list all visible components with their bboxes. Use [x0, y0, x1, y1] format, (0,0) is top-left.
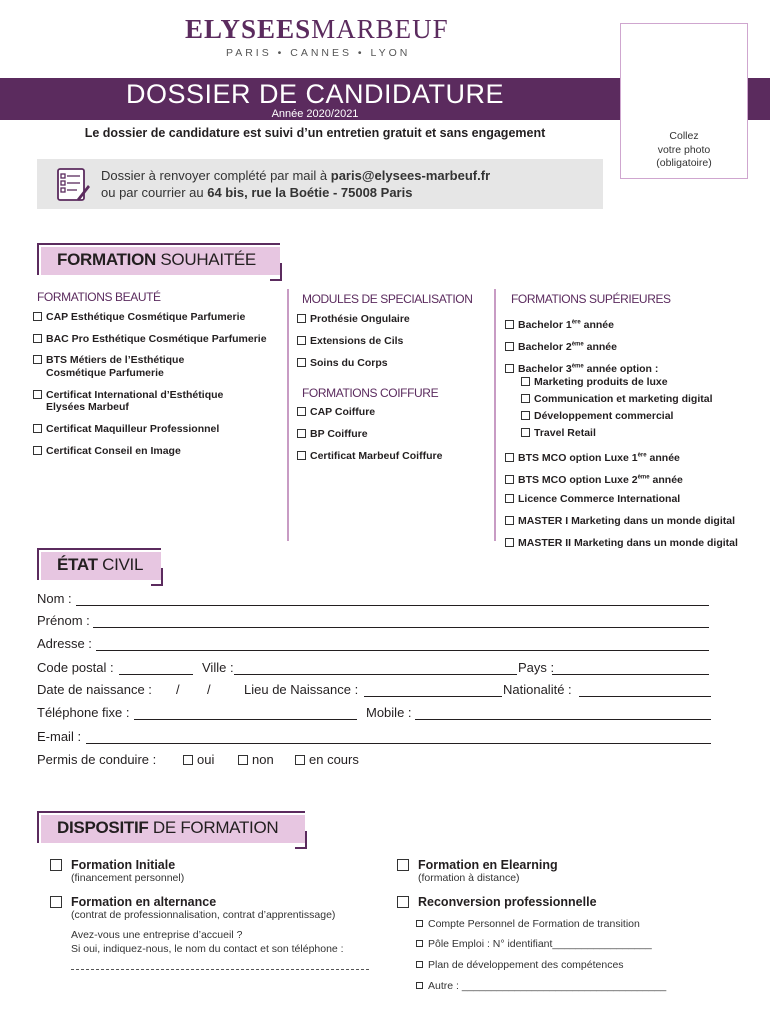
- option-soins-corps[interactable]: [297, 357, 388, 370]
- formation-elearning-sub: (formation à distance): [418, 872, 520, 884]
- mobile-field[interactable]: [415, 719, 711, 720]
- option-bts-mco-2[interactable]: [505, 471, 683, 487]
- option-label: Bachelor 2ème année: [518, 340, 617, 353]
- lieu-naissance-field[interactable]: [364, 696, 502, 697]
- option-bachelor-3[interactable]: [505, 360, 658, 376]
- photo-text-line: (obligatoire): [656, 157, 712, 169]
- checkbox[interactable]: [505, 453, 514, 462]
- reconversion-plan[interactable]: [416, 959, 624, 971]
- entreprise-question: Avez-vous une entreprise d’accueil ?: [71, 929, 243, 941]
- nom-label: Nom :: [37, 591, 72, 606]
- column-divider: [287, 289, 289, 541]
- option-conseil-image[interactable]: [33, 445, 181, 458]
- lieu-naissance-label: Lieu de Naissance :: [244, 682, 359, 697]
- email-field[interactable]: [86, 743, 711, 744]
- brand-logo: [185, 14, 449, 45]
- email-label: E-mail :: [37, 729, 82, 744]
- option-label: Pôle Emploi : N° identifiant_________________: [428, 938, 652, 950]
- checkbox[interactable]: [505, 538, 514, 547]
- reconversion-pole-emploi[interactable]: [416, 938, 652, 950]
- checkbox[interactable]: [521, 377, 530, 386]
- option-label: Certificat Conseil en Image: [46, 445, 181, 457]
- option-label: Autre : ___________________________________: [428, 980, 667, 992]
- nationalite-field[interactable]: [579, 696, 711, 697]
- option-label: Licence Commerce International: [518, 493, 681, 505]
- photo-text-line: votre photo: [657, 143, 711, 156]
- option-label: Marketing produits de luxe: [534, 376, 668, 388]
- reconversion-cpf[interactable]: [416, 918, 640, 930]
- dispositif-heading-rest: DE FORMATION: [148, 818, 279, 837]
- reconversion-autre[interactable]: [416, 980, 666, 992]
- checkbox[interactable]: [33, 334, 42, 343]
- checkbox[interactable]: [416, 961, 423, 968]
- form-checklist-icon: [55, 165, 91, 203]
- option-label: non: [252, 752, 274, 767]
- checkbox[interactable]: [297, 336, 306, 345]
- option-label: Soins du Corps: [310, 357, 388, 369]
- postal-address: 64 bis, rue la Boétie - 75008 Paris: [207, 185, 413, 200]
- checkbox[interactable]: [505, 475, 514, 484]
- contact-field[interactable]: [71, 969, 369, 970]
- code-postal-label: Code postal :: [37, 660, 114, 675]
- formation-alternance-sub: (contrat de professionnalisation, contrat d’apprentissage): [71, 909, 336, 921]
- reconversion-title: Reconversion professionnelle: [418, 895, 597, 909]
- option-label: BTS Métiers de l’Esthétique: [46, 354, 185, 366]
- formation-heading-bold: FORMATION: [57, 250, 156, 269]
- dispositif-heading-bold: DISPOSITIF: [57, 818, 149, 837]
- option-label: Bachelor 3ème année option :: [518, 362, 659, 375]
- option-maquilleur[interactable]: [33, 423, 219, 436]
- option-label: Prothésie Ongulaire: [310, 313, 410, 325]
- checkbox[interactable]: [238, 755, 248, 765]
- formation-initiale-sub: (financement personnel): [71, 872, 185, 884]
- coiffure-title: FORMATIONS COIFFURE: [302, 386, 439, 400]
- permis-non[interactable]: [238, 752, 274, 767]
- option-label: BP Coiffure: [310, 428, 368, 440]
- checkbox[interactable]: [183, 755, 193, 765]
- checkbox[interactable]: [33, 312, 42, 321]
- checkbox[interactable]: [297, 407, 306, 416]
- option-label: en cours: [309, 752, 359, 767]
- pays-field[interactable]: [552, 674, 709, 675]
- checkbox[interactable]: [33, 424, 42, 433]
- option-label: Bachelor 1ère année: [518, 318, 614, 331]
- checkbox[interactable]: [297, 451, 306, 460]
- modules-title: MODULES DE SPECIALISATION: [302, 292, 473, 306]
- option-bts-esthetique[interactable]: [33, 354, 184, 367]
- option-label: Communication et marketing digital: [534, 393, 713, 405]
- contact-email-link[interactable]: paris@elysees-marbeuf.fr: [330, 168, 491, 183]
- checkbox[interactable]: [505, 364, 514, 373]
- option-bachelor-1[interactable]: [505, 316, 614, 332]
- option-bp-coiffure[interactable]: [297, 428, 368, 441]
- reconversion-checkbox[interactable]: [397, 896, 409, 908]
- etat-civil-heading-rest: CIVIL: [97, 555, 144, 574]
- option-developpement-commercial[interactable]: [521, 410, 673, 423]
- ville-field[interactable]: [234, 674, 517, 675]
- option-label-cont: Cosmétique Parfumerie: [46, 367, 164, 379]
- option-cap-coiffure[interactable]: [297, 406, 375, 419]
- info-line-mail: [101, 168, 490, 183]
- adresse-field[interactable]: [96, 650, 709, 651]
- option-bachelor-2[interactable]: [505, 338, 617, 354]
- checkbox[interactable]: [297, 358, 306, 367]
- beaute-title: FORMATIONS BEAUTÉ: [37, 290, 161, 304]
- option-label: Certificat Marbeuf Coiffure: [310, 450, 443, 462]
- option-marketing-luxe[interactable]: [521, 376, 668, 389]
- date-naissance-label: Date de naissance :: [37, 682, 152, 697]
- formation-elearning-title: Formation en Elearning: [418, 858, 558, 872]
- option-certif-coiffure[interactable]: [297, 450, 442, 463]
- option-label: Compte Personnel de Formation de transition: [428, 918, 640, 930]
- checkbox[interactable]: [505, 342, 514, 351]
- logo-light: MARBEUF: [311, 14, 449, 44]
- option-label: MASTER II Marketing dans un monde digital: [518, 537, 738, 549]
- option-label: oui: [197, 752, 215, 767]
- logo-bold: ELYSEES: [185, 14, 312, 44]
- photo-instructions: [620, 130, 748, 171]
- school-year: Année 2020/2021: [271, 108, 359, 120]
- telephone-fixe-label: Téléphone fixe :: [37, 705, 130, 720]
- checkbox[interactable]: [416, 920, 423, 927]
- info-mail-prefix: Dossier à renvoyer complété par mail à: [101, 168, 331, 183]
- checkbox[interactable]: [33, 446, 42, 455]
- etat-civil-heading: [37, 548, 161, 580]
- option-label: MASTER I Marketing dans un monde digital: [518, 515, 736, 527]
- option-label: CAP Esthétique Cosmétique Parfumerie: [46, 311, 246, 323]
- info-line-post: [101, 185, 412, 200]
- permis-label: Permis de conduire :: [37, 752, 157, 767]
- contact-question: Si oui, indiquez-nous, le nom du contact et son téléphone :: [71, 943, 344, 955]
- permis-oui[interactable]: [183, 752, 214, 767]
- option-label: Certificat Maquilleur Professionnel: [46, 423, 220, 435]
- formation-heading-rest: SOUHAITÉE: [155, 250, 256, 269]
- code-postal-field[interactable]: [119, 674, 193, 675]
- prenom-label: Prénom :: [37, 613, 90, 628]
- option-label: BTS MCO option Luxe 2ème année: [518, 473, 683, 486]
- nationalite-label: Nationalité :: [503, 682, 572, 697]
- option-travel-retail[interactable]: [521, 427, 596, 440]
- page-title: DOSSIER DE CANDIDATURE: [125, 79, 505, 109]
- option-master-2[interactable]: [505, 537, 738, 550]
- option-bts-mco-1[interactable]: [505, 449, 680, 465]
- option-label: Certificat International d’Esthétique: [46, 389, 224, 401]
- checkbox[interactable]: [505, 516, 514, 525]
- checkbox[interactable]: [505, 494, 514, 503]
- option-bac-pro[interactable]: [33, 333, 267, 346]
- etat-civil-heading-bold: ÉTAT: [57, 555, 98, 574]
- formation-elearning-checkbox[interactable]: [397, 859, 409, 871]
- checkbox[interactable]: [521, 394, 530, 403]
- checkbox[interactable]: [297, 314, 306, 323]
- logo-cities: PARIS • CANNES • LYON: [226, 47, 411, 59]
- checkbox[interactable]: [297, 429, 306, 438]
- option-label: Travel Retail: [534, 427, 596, 439]
- dispositif-heading: [37, 811, 305, 843]
- option-communication-digital[interactable]: [521, 393, 713, 406]
- option-prothesie[interactable]: [297, 313, 410, 326]
- checkbox[interactable]: [295, 755, 305, 765]
- checkbox[interactable]: [521, 411, 530, 420]
- option-label-cont: Elysées Marbeuf: [46, 401, 129, 413]
- instructions-box: [37, 159, 603, 209]
- formation-alternance-title: Formation en alternance: [71, 895, 217, 909]
- option-label: Plan de développement des compétences: [428, 959, 624, 971]
- subtitle: Le dossier de candidature est suivi d’un entretien gratuit et sans engagement: [84, 126, 546, 140]
- option-master-1[interactable]: [505, 515, 735, 528]
- ville-label: Ville :: [202, 660, 234, 675]
- checkbox[interactable]: [416, 982, 423, 989]
- option-label: BAC Pro Esthétique Cosmétique Parfumerie: [46, 333, 267, 345]
- column-divider: [494, 289, 496, 541]
- permis-en-cours[interactable]: [295, 752, 359, 767]
- checkbox[interactable]: [33, 355, 42, 364]
- formation-initiale-checkbox[interactable]: [50, 859, 62, 871]
- option-label: CAP Coiffure: [310, 406, 376, 418]
- checkbox[interactable]: [33, 390, 42, 399]
- option-extensions-cils[interactable]: [297, 335, 403, 348]
- adresse-label: Adresse :: [37, 636, 92, 651]
- mobile-label: Mobile :: [366, 705, 412, 720]
- superieures-title: FORMATIONS SUPÉRIEURES: [511, 292, 671, 306]
- formation-heading: [37, 243, 280, 275]
- info-post-prefix: ou par courrier au: [101, 185, 208, 200]
- option-label: Extensions de Cils: [310, 335, 404, 347]
- option-label: BTS MCO option Luxe 1ère année: [518, 451, 680, 464]
- formation-alternance-checkbox[interactable]: [50, 896, 62, 908]
- checkbox[interactable]: [521, 428, 530, 437]
- option-cap-esthetique[interactable]: [33, 311, 245, 324]
- prenom-field[interactable]: [93, 627, 709, 628]
- date-separator: /: [207, 682, 211, 697]
- pays-label: Pays :: [518, 660, 555, 675]
- photo-text-line: Collez: [669, 130, 699, 142]
- option-label: Développement commercial: [534, 410, 674, 422]
- checkbox[interactable]: [505, 320, 514, 329]
- option-licence-commerce[interactable]: [505, 493, 680, 506]
- date-separator: /: [176, 682, 180, 697]
- formation-initiale-title: Formation Initiale: [71, 858, 176, 872]
- telephone-fixe-field[interactable]: [134, 719, 357, 720]
- checkbox[interactable]: [416, 940, 423, 947]
- nom-field[interactable]: [76, 605, 709, 606]
